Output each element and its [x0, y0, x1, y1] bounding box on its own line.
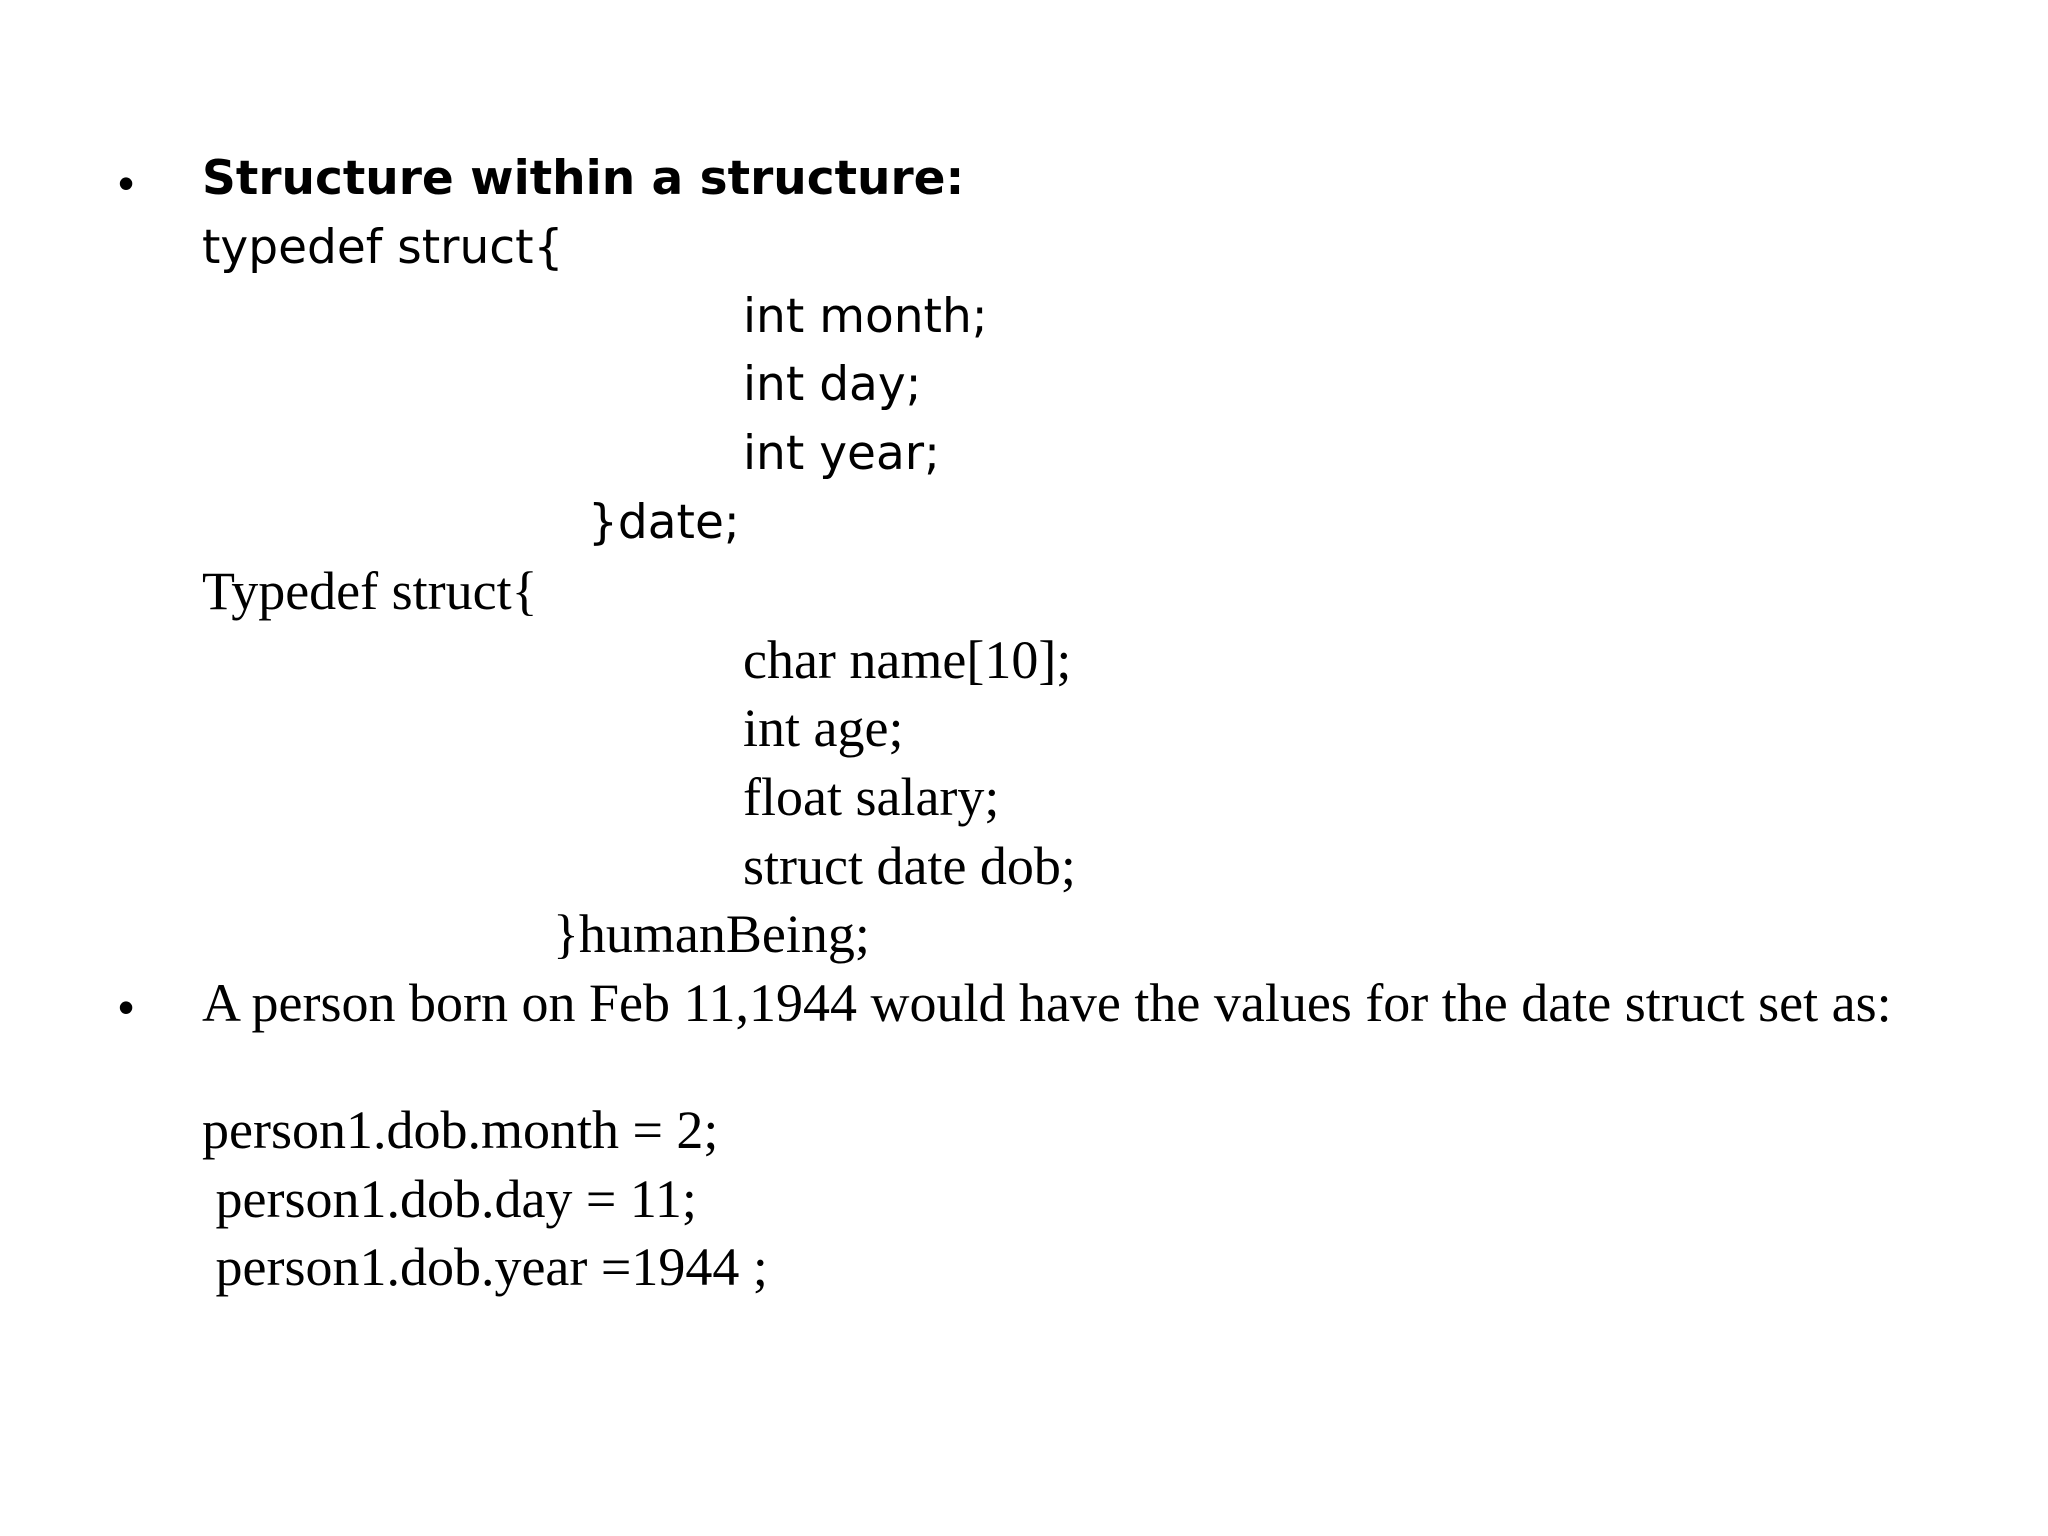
human-field-dob: struct date dob;	[743, 836, 1076, 896]
date-field-year: int year;	[743, 426, 940, 481]
assignment-day: person1.dob.day = 11;	[202, 1169, 697, 1229]
human-struct-open: Typedef struct{	[202, 561, 538, 621]
human-struct-close: }humanBeing;	[553, 904, 870, 964]
date-field-month: int month;	[743, 289, 988, 344]
date-field-day: int day;	[743, 357, 922, 412]
heading: Structure within a structure:	[202, 151, 965, 206]
date-struct-open: typedef struct{	[202, 220, 564, 275]
bullet-2: •	[118, 981, 135, 1033]
human-field-age: int age;	[743, 698, 904, 758]
example-text: A person born on Feb 11,1944 would have the values for the date struct set as:	[202, 973, 1892, 1033]
date-struct-close: }date;	[588, 495, 740, 550]
human-field-salary: float salary;	[743, 767, 1000, 827]
assignment-month: person1.dob.month = 2;	[202, 1100, 719, 1160]
human-field-name: char name[10];	[743, 630, 1072, 690]
bullet-1: •	[118, 157, 135, 209]
assignment-year: person1.dob.year =1944 ;	[202, 1237, 768, 1297]
